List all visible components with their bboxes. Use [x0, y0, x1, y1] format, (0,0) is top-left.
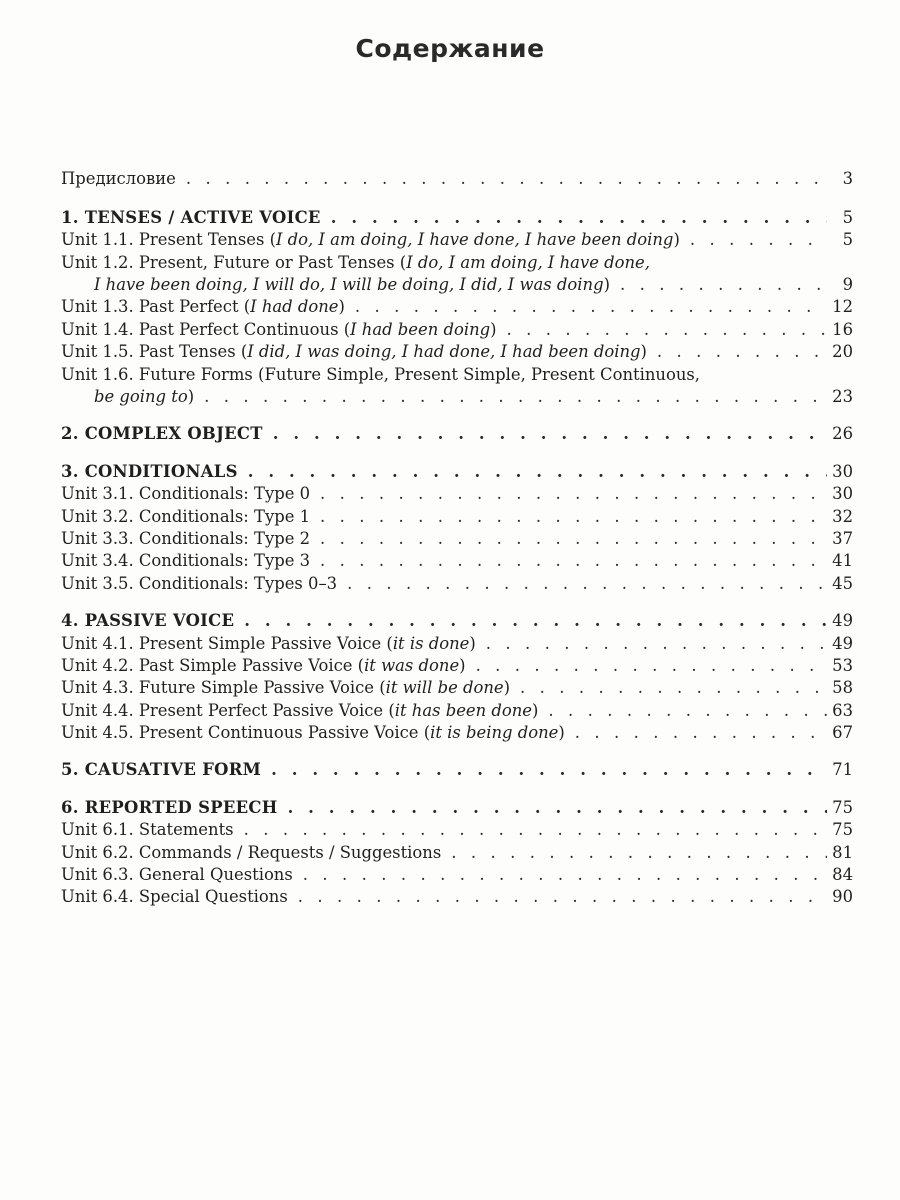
dot-leader — [320, 550, 827, 572]
page-number: 12 — [832, 297, 853, 317]
entry-label: Unit 3.5. Conditionals: Types 0–3 — [61, 573, 338, 593]
section-title: 1. TENSES / ACTIVE VOICE — [61, 207, 321, 227]
dot-leader — [248, 461, 827, 483]
page-number: 9 — [842, 275, 853, 295]
dot-leader — [690, 229, 827, 251]
toc-entry-preface[interactable] — [61, 168, 853, 190]
toc-unit-4-2[interactable] — [61, 655, 853, 677]
page-number: 37 — [832, 528, 853, 548]
entry-label: Unit 3.4. Conditionals: Type 3 — [61, 551, 311, 571]
toc-section-causative[interactable] — [61, 759, 853, 781]
dot-leader — [204, 386, 827, 408]
toc-section-reported-speech[interactable] — [61, 797, 853, 819]
toc-unit-3-1[interactable] — [61, 483, 853, 505]
dot-leader — [476, 655, 827, 677]
entry-label: Unit 4.4. Present Perfect Passive Voice (it has been done) — [61, 700, 539, 720]
section-title: 4. PASSIVE VOICE — [61, 611, 235, 631]
page-number: 41 — [832, 551, 853, 571]
entry-label: Unit 1.1. Present Tenses (I do, I am doing, I have done, I have been doing) — [61, 230, 680, 250]
entry-label: Unit 6.2. Commands / Requests / Suggestions — [61, 842, 442, 862]
toc-unit-1-6-line1[interactable] — [61, 364, 853, 386]
toc-unit-1-1[interactable] — [61, 229, 853, 251]
page-number: 71 — [832, 760, 853, 780]
dot-leader — [320, 483, 827, 505]
page-number: 58 — [832, 678, 853, 698]
page-number: 26 — [832, 424, 853, 444]
entry-label: I have been doing, I will do, I will be doing, I did, I was doing) — [94, 275, 610, 295]
entry-label: Unit 1.3. Past Perfect (I had done) — [61, 297, 345, 317]
toc-unit-3-4[interactable] — [61, 550, 853, 572]
page-number: 75 — [832, 797, 853, 817]
page-number: 49 — [832, 611, 853, 631]
entry-label: Unit 3.1. Conditionals: Type 0 — [61, 484, 311, 504]
page-number: 49 — [832, 633, 853, 653]
table-of-contents — [61, 168, 853, 909]
entry-label: be going to) — [94, 387, 195, 407]
page-number: 16 — [832, 319, 853, 339]
dot-leader — [320, 528, 827, 550]
page-number: 23 — [832, 387, 853, 407]
page-number: 53 — [832, 655, 853, 675]
page-number: 5 — [842, 230, 853, 250]
entry-label: Unit 4.5. Present Continuous Passive Voice (it is being done) — [61, 723, 565, 743]
page-title: Содержание — [355, 34, 545, 63]
dot-leader — [620, 274, 827, 296]
toc-unit-4-5[interactable] — [61, 722, 853, 744]
entry-label: Unit 1.4. Past Perfect Continuous (I had been doing) — [61, 319, 497, 339]
toc-unit-4-3[interactable] — [61, 677, 853, 699]
toc-unit-1-2-line1[interactable] — [61, 252, 853, 274]
dot-leader — [486, 633, 827, 655]
toc-unit-3-2[interactable] — [61, 506, 853, 528]
dot-leader — [320, 506, 827, 528]
dot-leader — [575, 722, 827, 744]
toc-unit-1-5[interactable] — [61, 341, 853, 363]
entry-label: Unit 4.3. Future Simple Passive Voice (it will be done) — [61, 678, 511, 698]
dot-leader — [520, 677, 827, 699]
section-title: 5. CAUSATIVE FORM — [61, 760, 262, 780]
entry-label: Unit 3.2. Conditionals: Type 1 — [61, 506, 311, 526]
page-number: 75 — [832, 820, 853, 840]
entry-label: Unit 6.4. Special Questions — [61, 887, 288, 907]
dot-leader — [288, 797, 827, 819]
page-number: 63 — [832, 700, 853, 720]
toc-unit-6-1[interactable] — [61, 819, 853, 841]
page-number: 90 — [832, 887, 853, 907]
entry-label: Unit 6.1. Statements — [61, 820, 234, 840]
dot-leader — [298, 886, 827, 908]
entry-label: Unit 3.3. Conditionals: Type 2 — [61, 528, 311, 548]
dot-leader — [657, 341, 827, 363]
dot-leader — [244, 819, 827, 841]
toc-unit-6-3[interactable] — [61, 864, 853, 886]
page-number: 3 — [842, 169, 853, 188]
toc-unit-3-5[interactable] — [61, 573, 853, 595]
page-number: 30 — [832, 484, 853, 504]
dot-leader — [548, 700, 827, 722]
page-number: 30 — [832, 461, 853, 481]
dot-leader — [331, 207, 827, 229]
entry-label: Предисловие — [61, 169, 176, 188]
dot-leader — [355, 296, 827, 318]
page-number: 67 — [832, 723, 853, 743]
dot-leader — [507, 319, 827, 341]
toc-unit-6-4[interactable] — [61, 886, 853, 908]
dot-leader — [244, 610, 827, 632]
toc-unit-1-4[interactable] — [61, 319, 853, 341]
toc-unit-4-4[interactable] — [61, 700, 853, 722]
entry-label: Unit 4.1. Present Simple Passive Voice (it is done) — [61, 633, 476, 653]
toc-unit-3-3[interactable] — [61, 528, 853, 550]
toc-section-conditionals[interactable] — [61, 461, 853, 483]
page-number: 45 — [832, 573, 853, 593]
toc-section-tenses[interactable] — [61, 207, 853, 229]
toc-section-complex-object[interactable] — [61, 423, 853, 445]
section-title: 6. REPORTED SPEECH — [61, 797, 278, 817]
dot-leader — [273, 423, 827, 445]
entry-label: Unit 1.6. Future Forms (Future Simple, Present Simple, Present Continuous, — [61, 364, 701, 384]
page-number: 84 — [832, 865, 853, 885]
section-title: 2. COMPLEX OBJECT — [61, 424, 263, 444]
toc-unit-6-2[interactable] — [61, 842, 853, 864]
toc-unit-1-2-line2[interactable] — [61, 274, 853, 296]
entry-label: Unit 4.2. Past Simple Passive Voice (it was done) — [61, 655, 466, 675]
page-number: 5 — [842, 207, 853, 227]
page-number: 32 — [832, 506, 853, 526]
page-number: 81 — [832, 842, 853, 862]
section-title: 3. CONDITIONALS — [61, 461, 238, 481]
dot-leader — [451, 842, 827, 864]
toc-section-passive-voice[interactable] — [61, 610, 853, 632]
toc-unit-1-6-line2[interactable] — [61, 386, 853, 408]
dot-leader — [303, 864, 827, 886]
entry-label: Unit 1.5. Past Tenses (I did, I was doing, I had done, I had been doing) — [61, 342, 647, 362]
entry-label: Unit 1.2. Present, Future or Past Tenses (I do, I am doing, I have done, — [61, 252, 650, 272]
toc-unit-1-3[interactable] — [61, 296, 853, 318]
dot-leader — [271, 759, 827, 781]
toc-unit-4-1[interactable] — [61, 633, 853, 655]
page-number: 20 — [832, 342, 853, 362]
entry-label: Unit 6.3. General Questions — [61, 865, 293, 885]
dot-leader — [186, 168, 827, 190]
dot-leader — [347, 573, 827, 595]
